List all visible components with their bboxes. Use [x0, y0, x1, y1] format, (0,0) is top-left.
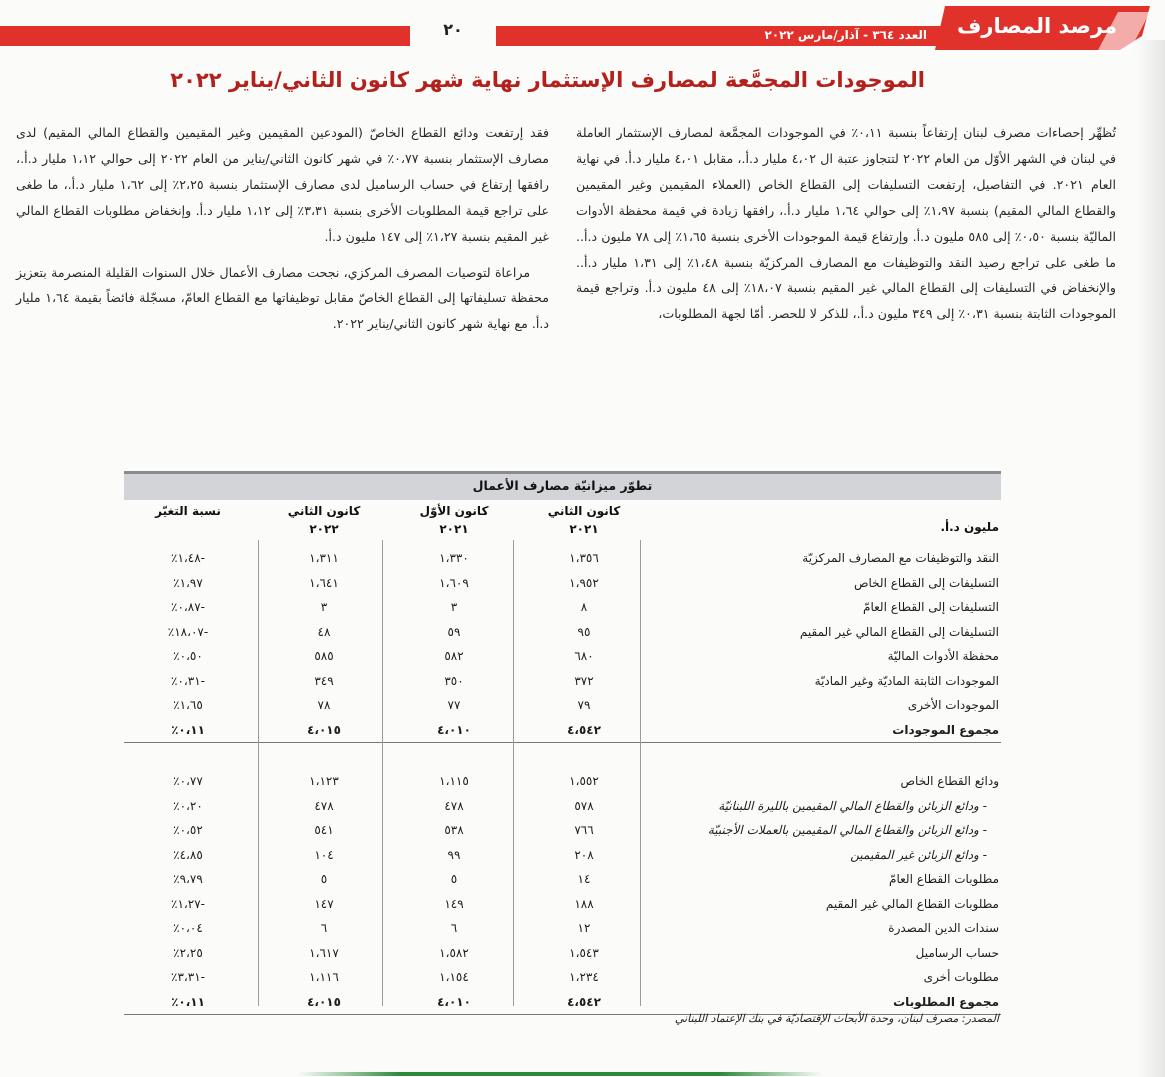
cell-value: ١،٩٧٪ — [173, 575, 203, 590]
paragraph: فقد إرتفعت ودائع القطاع الخاصّ (المودعين المقيمين وغير المقيمين والقطاع المالي المقيم) لدى مصارف الإستثمار بنسبة ٠،٧٧٪ في شهر كانون الثاني/يناير من العام ٢٠٢٢ إلى حوالي ١،١٢ مليار د.أ.، رافقها إرتفاع في حساب الرساميل لدى مصارف الإستثمار بنسبة ٢،٢٥٪ إلى ١،٦٢ مليار د.أ.، ما طغى على تراجع قيمة المطلوبات الأخرى بنسبة ٣،٣١٪ إلى ١،١٢ مليار د.أ. وإنخفاض مطلوبات القطاع المالي غير المقيم بنسبة ١،٢٧٪ إلى ١٤٧ مليون د.أ. — [16, 125, 550, 244]
cell-value: ١،٦٤١ — [309, 575, 339, 590]
page-edge — [1137, 40, 1165, 1077]
cell-value: ٦ — [320, 921, 328, 935]
cell-value: ١،٣٥٦ — [569, 551, 599, 565]
row-label: التسليفات إلى القطاع العامّ — [863, 600, 999, 614]
cell-value: ٥٨٢ — [444, 649, 464, 663]
cell-value: ٤،٠١٠ — [437, 722, 471, 737]
cell-value: ١٨٨ — [574, 896, 594, 911]
cell-value: ١،٦٠٩ — [439, 575, 469, 590]
cell-value: ٣ — [450, 600, 458, 614]
table-row — [124, 571, 1001, 596]
cell-value: ٠،٥٠٪ — [173, 649, 203, 663]
cell-value: -١،٤٨٪ — [170, 551, 205, 565]
cell-value: ٧٨ — [317, 698, 331, 712]
cell-value: ١٤٩ — [444, 896, 464, 911]
table-row — [124, 644, 1001, 669]
cell-value: ٩،٧٩٪ — [173, 872, 203, 886]
row-label: مطلوبات القطاع العامّ — [889, 872, 999, 886]
cell-value: ٤٧٨ — [314, 798, 334, 813]
brand-title: مرصد المصارف — [956, 14, 1117, 38]
cell-value: ٣ — [320, 600, 328, 614]
cell-value: ٥٣٨ — [444, 823, 464, 837]
cell-value: ٧٧ — [447, 698, 461, 712]
article-column-left — [16, 120, 549, 337]
cell-value: ٣٤٩ — [314, 673, 334, 688]
cell-value: ٤،٠١٥ — [307, 722, 341, 737]
cell-value: ٥٩ — [447, 624, 461, 639]
table-row — [124, 718, 1001, 743]
article-title: الموجودات المجمَّعة لمصارف الإستثمار نهاية شهر كانون الثاني/يناير ٢٠٢٢ — [170, 68, 925, 92]
table-row — [124, 843, 1001, 868]
table-row — [124, 818, 1001, 843]
cell-value: ٠،٠٤٪ — [173, 921, 203, 935]
row-label: - ودائع الزبائن والقطاع المالي المقيمين بالليرة اللبنانيّة — [718, 798, 987, 813]
row-label: - ودائع الزبائن والقطاع المالي المقيمين بالعملات الأجنبيّة — [707, 823, 987, 837]
row-label: حساب الرساميل — [915, 945, 999, 960]
cell-value: ٣٥٠ — [444, 673, 464, 688]
cell-value: ١،٩٥٢ — [569, 575, 599, 590]
cell-value: ١،١٥٤ — [439, 970, 469, 984]
cell-value: ٥ — [320, 872, 328, 886]
row-label: الموجودات الأخرى — [907, 698, 999, 712]
table-source: المصدر: مصرف لبنان، وحدة الأبحاث الإقتصاديّة في بنك الإعتماد اللبناني — [674, 1012, 999, 1025]
row-label: الموجودات الثابتة الماديّة وغير الماديّة — [814, 673, 999, 688]
column-divider — [258, 540, 259, 1006]
row-label: مجموع الموجودات — [892, 722, 999, 737]
column-header: نسبة التغيّر — [155, 504, 221, 518]
row-label: التسليفات إلى القطاع المالي غير المقيم — [799, 624, 999, 639]
assets-rows — [124, 546, 1001, 742]
table-row — [124, 595, 1001, 620]
row-label: مطلوبات القطاع المالي غير المقيم — [825, 896, 999, 911]
cell-value: ١،١١٦ — [309, 970, 339, 984]
row-label: مطلوبات أخرى — [923, 970, 999, 984]
cell-value: ٤،٠١٠ — [437, 994, 471, 1009]
cell-value: ١،١٢٣ — [309, 774, 339, 788]
cell-value: ١،٦١٧ — [309, 945, 339, 960]
cell-value: ٨ — [580, 600, 588, 614]
column-header: كانون الثاني ٢٠٢٢ — [287, 504, 361, 536]
paragraph: تُظهِّر إحصاءات مصرف لبنان إرتفاعاً بنسبة ٠،١١٪ في الموجودات المجمَّعة لمصارف الإستثمار العاملة في لبنان في الشهر الأوّل من العام ٢٠٢٢ لتتجاوز عتبة ال ٤،٠٢ مليار د.أ.، مقابل ٤،٠١ مليار د.أ. في نهاية العام ٢٠٢١. في التفاصيل، إرتفعت التسليفات إلى القطاع الخاص (العملاء المقيمين وغير المقيمين والقطاع المالي المقيم) بنسبة ١،٩٧٪ إلى حوالي ١،٦٤ مليار د.أ.، رافقها زيادة في قيمة محفظة الأدوات الماليّة بنسبة ٠،٥٠٪ إلى ٥٨٥ مليون د.أ. وإرتفاع قيمة الموجودات الأخرى بنسبة ١،٦٥٪ إلى ٧٨ مليون د.أ.. ما طغى على تراجع رصيد النقد والتوظيفات مع المصارف المركزيّة بنسبة ١،٤٨٪ إلى ١،٣١ مليار د.أ.. والإنخفاض في التسليفات إلى القطاع المالي غير المقيم بنسبة ١٨،٠٧٪ إلى ٤٨ مليون د.أ. وتراجع قيمة الموجودات الثابتة بنسبة ٠،٣١٪ إلى ٣٤٩ مليون د.أ.، للذكر لا للحصر. أمّا لجهة المطلوبات، — [576, 125, 1117, 322]
cell-value: ٤،٠١٥ — [307, 994, 341, 1009]
cell-value: ١٠٤ — [314, 847, 334, 862]
table-row — [124, 769, 1001, 794]
cell-value: ٤،٨٥٪ — [173, 847, 203, 862]
paragraph: مراعاة لتوصيات المصرف المركزي، نجحت مصارف الأعمال خلال السنوات القليلة المنصرمة بتعزيز محفظة تسليفاتها إلى القطاع الخاصّ مقابل توظيفاتها مع القطاع العامّ، مسجّلة فائضاً بقيمة ١،٦٤ مليار د.أ. مع نهاية شهر كانون الثاني/يناير ٢٠٢٢. — [16, 264, 549, 332]
cell-value: ٦٨٠ — [574, 649, 594, 663]
cell-value: ١،٢٣٤ — [569, 970, 599, 984]
cell-value: ٠،٢٠٪ — [173, 798, 203, 813]
cell-value: ٢،٢٥٪ — [173, 945, 203, 960]
table-row — [124, 867, 1001, 892]
table-row — [124, 546, 1001, 571]
table-header — [124, 500, 1001, 546]
cell-value: ١،٣٣٠ — [439, 551, 469, 565]
cell-value: ١،٦٥٪ — [173, 698, 203, 712]
cell-value: ٥ — [450, 872, 458, 886]
cell-value: ٧٦٦ — [574, 823, 594, 837]
column-divider — [640, 540, 641, 1006]
cell-value: -١٨،٠٧٪ — [167, 624, 209, 639]
table-row — [124, 693, 1001, 718]
cell-value: ١،٥٥٢ — [569, 774, 599, 788]
cell-value: ٧٩ — [577, 698, 591, 712]
cell-value: ٩٥ — [577, 624, 591, 639]
column-divider — [513, 540, 514, 1006]
cell-value: ٠،٧٧٪ — [173, 774, 203, 788]
cell-value: ٦ — [450, 921, 458, 935]
table-title: تطوّر ميزانيّة مصارف الأعمال — [124, 471, 1001, 500]
cell-value: ١٤ — [577, 872, 591, 886]
table-row — [124, 669, 1001, 694]
table-row — [124, 990, 1001, 1015]
column-header: كانون الأوّل ٢٠٢١ — [419, 504, 489, 536]
row-label: النقد والتوظيفات مع المصارف المركزيّة — [802, 551, 999, 565]
table-row — [124, 620, 1001, 645]
row-label: محفظة الأدوات الماليّة — [887, 649, 999, 663]
row-label: - ودائع الزبائن غير المقيمين — [850, 847, 987, 862]
cell-value: ٤،٥٤٢ — [567, 722, 601, 737]
cell-value: -١،٢٧٪ — [170, 896, 205, 911]
cell-value: ٤٨ — [317, 624, 331, 639]
balance-table — [124, 471, 1001, 1015]
unit-label: مليون د.أ. — [940, 520, 999, 534]
page-number: ٢٠ — [443, 20, 463, 39]
cell-value: ١،٣١١ — [309, 551, 339, 565]
cell-value: ٩٩ — [447, 847, 461, 862]
column-divider — [382, 540, 383, 1006]
row-label: ودائع القطاع الخاص — [900, 774, 999, 788]
divider — [124, 742, 1001, 743]
table-row — [124, 892, 1001, 917]
cell-value: ١،٥٨٢ — [439, 945, 469, 960]
cell-value: ٥٨٥ — [314, 649, 334, 663]
cell-value: ١،١١٥ — [439, 774, 469, 788]
issue-label: العدد ٣٦٤ - آذار/مارس ٢٠٢٢ — [764, 28, 927, 42]
cell-value: ٥٤١ — [314, 823, 334, 837]
cell-value: ١٢ — [577, 921, 591, 935]
table-row — [124, 965, 1001, 990]
cell-value: ٢٠٨ — [574, 847, 594, 862]
row-label: مجموع المطلوبات — [893, 994, 999, 1009]
cell-value: ٤،٥٤٢ — [567, 994, 601, 1009]
cell-value: ١٤٧ — [314, 896, 334, 911]
article-column-right — [576, 120, 1116, 327]
table-row — [124, 941, 1001, 966]
cell-value: ٥٧٨ — [574, 798, 594, 813]
cell-value: -٣،٣١٪ — [170, 970, 205, 984]
table-row — [124, 794, 1001, 819]
cell-value: ٠،١١٪ — [171, 994, 205, 1009]
row-label: سندات الدين المصدرة — [888, 921, 999, 935]
cell-value: -٠،٣١٪ — [170, 673, 205, 688]
row-label: التسليفات إلى القطاع الخاص — [854, 575, 999, 590]
cell-value: ٤٧٨ — [444, 798, 464, 813]
column-header: كانون الثاني ٢٠٢١ — [547, 504, 621, 536]
liabilities-rows — [124, 769, 1001, 1014]
cell-value: ٠،٥٢٪ — [173, 823, 203, 837]
table-row — [124, 916, 1001, 941]
cell-value: ٣٧٢ — [574, 673, 594, 688]
cell-value: ٠،١١٪ — [171, 722, 205, 737]
bottom-bar — [295, 1072, 825, 1076]
cell-value: -٠،٨٧٪ — [170, 600, 205, 614]
cell-value: ١،٥٤٣ — [569, 945, 599, 960]
